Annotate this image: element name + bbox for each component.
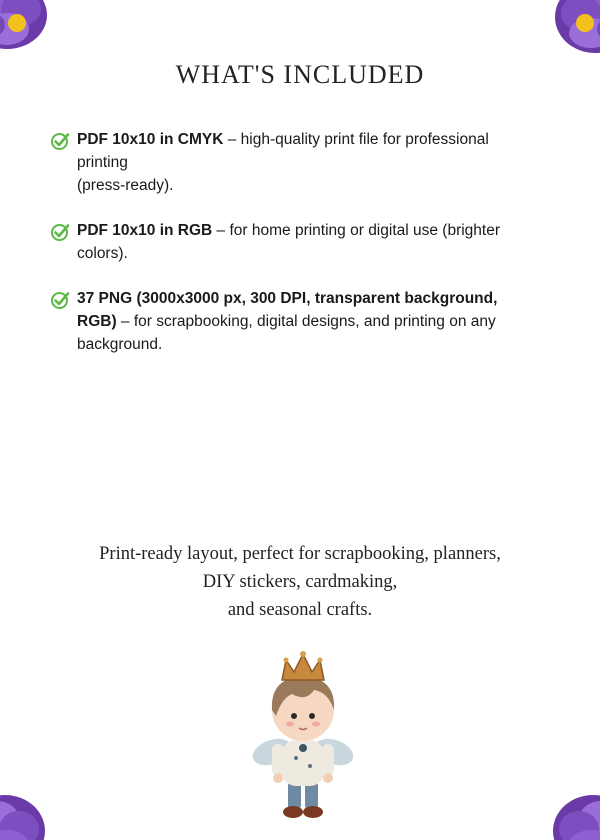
purple-flower-top-left (0, 0, 52, 60)
footer-line: DIY stickers, cardmaking, (202, 572, 398, 592)
purple-flower-bottom-right (548, 786, 600, 840)
item-description: – high-quality print file for professional printing (77, 131, 489, 171)
item-note: (press-ready). (77, 177, 174, 194)
item-title: PDF 10x10 in RGB (77, 222, 213, 239)
item-title: PDF 10x10 in CMYK (77, 131, 224, 148)
page-title: WHAT'S INCLUDED (175, 60, 425, 89)
item-description: – for scrapbooking, digital designs, and printing on any background. (77, 313, 496, 353)
footer-line: and seasonal crafts. (227, 600, 373, 620)
footer-line: Print-ready layout, perfect for scrapbooking, planners, (99, 544, 501, 564)
item-description: – for home printing or digital use (brighter colors). (77, 222, 501, 262)
list-item-pdf-cmyk (50, 128, 540, 197)
purple-flower-top-right (550, 0, 600, 62)
list-item-pdf-rgb (50, 219, 540, 265)
purple-flower-bottom-left (0, 786, 50, 840)
boy-with-crown-illustration (248, 640, 358, 830)
included-list (50, 128, 540, 378)
check-circle-icon (50, 131, 70, 151)
check-circle-icon (50, 222, 70, 242)
item-title: 37 PNG (3000x3000 px, 300 DPI, transparent background, RGB) (77, 290, 498, 330)
check-circle-icon (50, 290, 70, 310)
list-item-png (50, 287, 540, 356)
footer-text (0, 540, 600, 624)
